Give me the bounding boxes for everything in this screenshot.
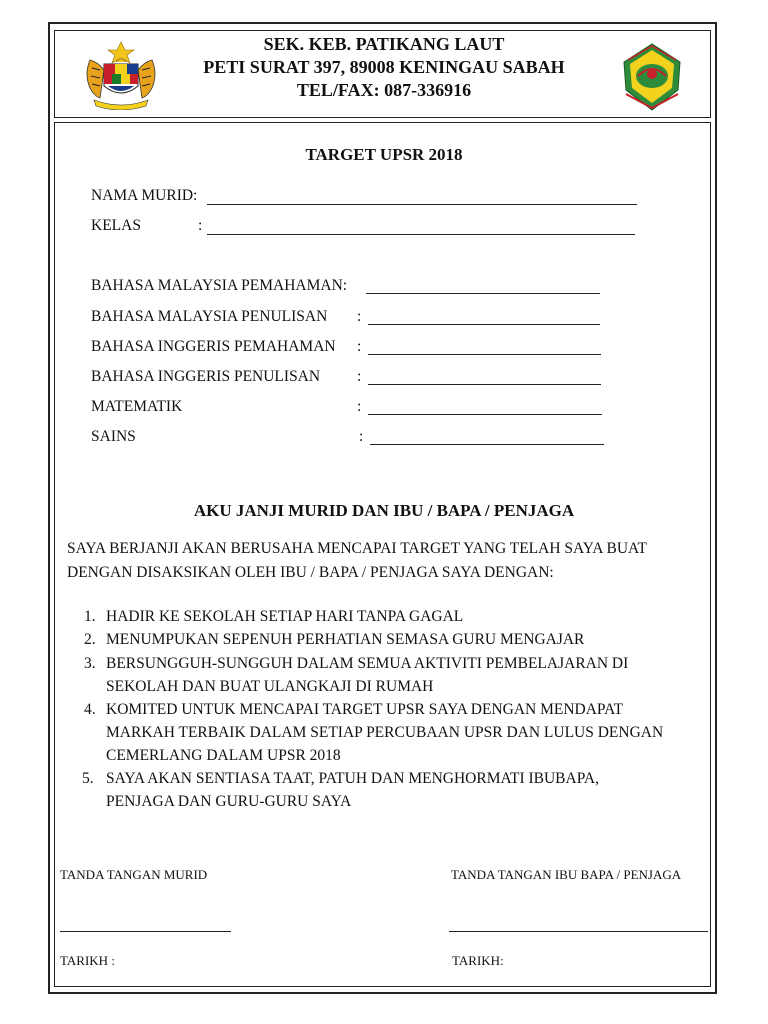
subject-colon: :: [359, 428, 364, 445]
pledge-item-number: 1.: [84, 608, 96, 625]
subject-label: MATEMATIK: [91, 398, 183, 415]
pledge-item-text: SEKOLAH DAN BUAT ULANGKAJI DI RUMAH: [106, 678, 434, 695]
pledge-item-number: 2.: [84, 631, 96, 648]
school-contact: TEL/FAX: 087-336916: [296, 80, 472, 100]
kelas-colon: :: [198, 217, 203, 234]
kelas-label: KELAS: [91, 217, 141, 234]
pledge-intro-line: SAYA BERJANJI AKAN BERUSAHA MENCAPAI TARGET YANG TELAH SAYA BUAT: [67, 540, 647, 557]
pledge-item-text: HADIR KE SEKOLAH SETIAP HARI TANPA GAGAL: [106, 608, 464, 625]
pledge-intro-line: DENGAN DISAKSIKAN OLEH IBU / BAPA / PENJAGA SAYA DENGAN:: [67, 564, 554, 581]
subject-label: BAHASA INGGERIS PENULISAN: [91, 368, 321, 385]
pledge-item-number: 4.: [84, 701, 96, 718]
form-title: TARGET UPSR 2018: [305, 145, 463, 164]
tarikh-left-label: TARIKH :: [60, 953, 115, 968]
pledge-item-number: 5.: [82, 770, 94, 787]
subject-colon: :: [357, 368, 362, 385]
pledge-item-text: MARKAH TERBAIK DALAM SETIAP PERCUBAAN UPSR DAN LULUS DENGAN: [106, 724, 664, 741]
school-name: SEK. KEB. PATIKANG LAUT: [263, 34, 505, 54]
subject-colon: :: [357, 308, 362, 325]
pledge-title: AKU JANJI MURID DAN IBU / BAPA / PENJAGA: [193, 501, 575, 520]
subject-target-field[interactable]: [370, 444, 604, 445]
subject-label: SAINS: [91, 428, 136, 445]
subject-target-field[interactable]: [368, 354, 601, 355]
school-address: PETI SURAT 397, 89008 KENINGAU SABAH: [203, 57, 565, 77]
signature-murid-line[interactable]: [60, 931, 231, 932]
subject-label: BAHASA MALAYSIA PEMAHAMAN:: [91, 277, 348, 294]
subject-target-field[interactable]: [366, 293, 600, 294]
signature-parent-label: TANDA TANGAN IBU BAPA / PENJAGA: [451, 867, 682, 882]
subject-target-field[interactable]: [368, 384, 601, 385]
signature-murid-label: TANDA TANGAN MURID: [60, 867, 208, 882]
subject-target-field[interactable]: [368, 414, 602, 415]
subject-colon: :: [357, 398, 362, 415]
nama-murid-field[interactable]: [207, 204, 637, 205]
subject-colon: :: [357, 338, 362, 355]
subject-label: BAHASA INGGERIS PEMAHAMAN: [91, 338, 336, 355]
pledge-item-text: PENJAGA DAN GURU-GURU SAYA: [106, 793, 352, 810]
subject-label: BAHASA MALAYSIA PENULISAN: [91, 308, 328, 325]
pledge-item-number: 3.: [84, 655, 96, 672]
kelas-field[interactable]: [207, 234, 635, 235]
signature-parent-line[interactable]: [449, 931, 708, 932]
nama-murid-label: NAMA MURID:: [91, 187, 198, 204]
pledge-item-text: CEMERLANG DALAM UPSR 2018: [106, 747, 341, 764]
pledge-item-text: KOMITED UNTUK MENCAPAI TARGET UPSR SAYA DENGAN MENDAPAT: [106, 701, 624, 718]
pledge-item-text: MENUMPUKAN SEPENUH PERHATIAN SEMASA GURU MENGAJAR: [106, 631, 585, 648]
subject-target-field[interactable]: [368, 324, 600, 325]
pledge-item-text: SAYA AKAN SENTIASA TAAT, PATUH DAN MENGHORMATI IBUBAPA,: [106, 770, 599, 787]
pledge-item-text: BERSUNGGUH-SUNGGUH DALAM SEMUA AKTIVITI PEMBELAJARAN DI: [106, 655, 629, 672]
tarikh-right-label: TARIKH:: [452, 953, 504, 968]
